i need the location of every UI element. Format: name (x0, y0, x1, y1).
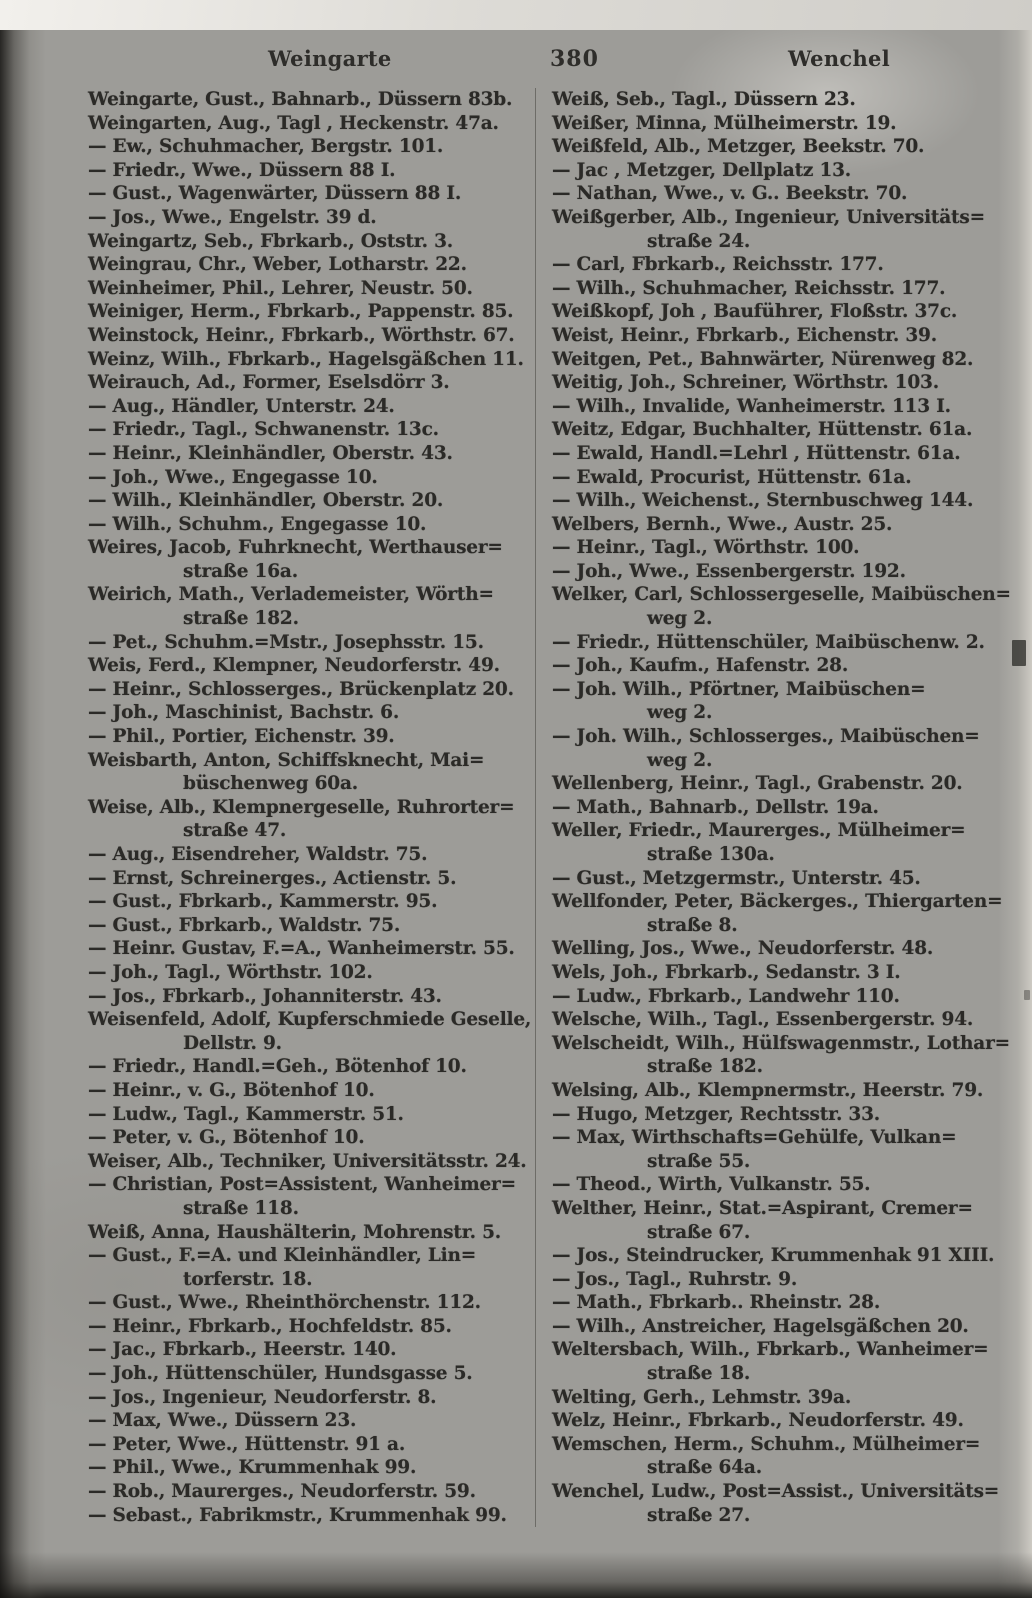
entry-line: Welscheidt, Wilh., Hülfswagenmstr., Lothar= (552, 1032, 1010, 1054)
entry-line: — Peter, Wwe., Hüttenstr. 91 a. (88, 1433, 406, 1455)
header-left-keyword: Weingarte (268, 46, 392, 71)
entry-line: — Ewald, Handl.=Lehrl , Hüttenstr. 61a. (552, 442, 961, 464)
entry-line: — Jos., Steindrucker, Krummenhak 91 XIII. (552, 1245, 995, 1267)
directory-entry (552, 253, 998, 277)
directory-entry (88, 867, 535, 891)
directory-entry (88, 489, 535, 513)
directory-entry (88, 843, 535, 867)
directory-entry (88, 418, 535, 442)
directory-entry (552, 513, 998, 537)
directory-entry (552, 418, 998, 442)
entry-line: weg 2. (647, 749, 713, 771)
directory-entry (552, 1386, 998, 1410)
entry-line: — Joh., Wwe., Essenbergerstr. 192. (552, 560, 906, 582)
directory-entry (88, 300, 535, 324)
entry-line: Weise, Alb., Klempnergeselle, Ruhrorter= (88, 796, 515, 818)
directory-entry (88, 1173, 535, 1220)
entry-line: Weingarte, Gust., Bahnarb., Düssern 83b. (88, 89, 513, 110)
entry-line: torferstr. 18. (183, 1268, 313, 1290)
entry-line: — Gust., Wagenwärter, Düssern 88 I. (88, 183, 462, 205)
directory-entry (88, 1008, 535, 1055)
entry-line: — Wilh., Weichenst., Sternbuschweg 144. (552, 490, 974, 512)
directory-entry (88, 395, 535, 419)
directory-entry (552, 819, 998, 866)
entry-line: — Peter, v. G., Bötenhof 10. (88, 1127, 365, 1149)
entry-line: — Max, Wwe., Düssern 23. (88, 1410, 357, 1432)
directory-entry (552, 88, 998, 112)
directory-entry (552, 1433, 998, 1480)
directory-entry (88, 1480, 535, 1504)
directory-entry (88, 1221, 535, 1245)
entry-line: — Wilh., Invalide, Wanheimerstr. 113 I. (552, 395, 951, 417)
directory-entry (88, 1079, 535, 1103)
entry-line: — Gust., Metzgermstr., Unterstr. 45. (552, 867, 921, 889)
entry-line: Weitgen, Pet., Bahnwärter, Nürenweg 82. (552, 348, 974, 370)
entry-line: — Joh., Wwe., Engegasse 10. (88, 466, 378, 488)
directory-entry (88, 678, 535, 702)
entry-line: — Ludw., Fbrkarb., Landwehr 110. (552, 985, 900, 1007)
entry-line: — Math., Fbrkarb.. Rheinstr. 28. (552, 1292, 881, 1314)
directory-entry (552, 277, 998, 301)
directory-entry (88, 182, 535, 206)
entry-line: — Rob., Maurerges., Neudorferstr. 59. (88, 1481, 476, 1503)
directory-entry (88, 937, 535, 961)
entry-line: — Theod., Wirth, Vulkanstr. 55. (552, 1174, 871, 1196)
entry-line: — Max, Wirthschafts=Gehülfe, Vulkan= (552, 1127, 957, 1149)
entry-line: — Sebast., Fabrikmstr., Krummenhak 99. (88, 1504, 507, 1526)
directory-entry (552, 1480, 998, 1527)
directory-entry (88, 654, 535, 678)
entry-line: — Heinr., Tagl., Wörthstr. 100. (552, 537, 860, 559)
directory-entry (552, 560, 998, 584)
entry-line: Weißgerber, Alb., Ingenieur, Universitäts= (552, 206, 985, 228)
directory-entry (552, 1291, 998, 1315)
entry-line: Weinz, Wilh., Fbrkarb., Hagelsgäßchen 11. (88, 348, 524, 370)
entry-line: — Math., Bahnarb., Dellstr. 19a. (552, 796, 879, 818)
directory-entry (88, 725, 535, 749)
entry-line: — Jos., Fbrkarb., Johanniterstr. 43. (88, 985, 442, 1007)
entry-line: — Friedr., Handl.=Geh., Bötenhof 10. (88, 1056, 467, 1078)
entry-line: Welsing, Alb., Klempnermstr., Heerstr. 79. (552, 1079, 984, 1101)
directory-entry (88, 135, 535, 159)
entry-line: Weingrau, Chr., Weber, Lotharstr. 22. (88, 254, 467, 276)
entry-line: Wenchel, Ludw., Post=Assist., Universitäts= (552, 1481, 1000, 1503)
entry-line: — Pet., Schuhm.=Mstr., Josephsstr. 15. (88, 631, 484, 653)
entry-line: — Christian, Post=Assistent, Wanheimer= (88, 1174, 516, 1196)
entry-line: straße 67. (647, 1221, 751, 1243)
directory-entry (88, 631, 535, 655)
directory-entry (552, 1197, 998, 1244)
directory-entry (552, 1315, 998, 1339)
entry-line: — Joh., Maschinist, Bachstr. 6. (88, 702, 400, 724)
entry-line: straße 55. (647, 1150, 751, 1172)
entry-line: Weisbarth, Anton, Schiffsknecht, Mai= (88, 749, 485, 771)
directory-entry (88, 914, 535, 938)
directory-entry (552, 631, 998, 655)
running-header (88, 46, 988, 76)
entry-line: Welker, Carl, Schlossergeselle, Maibüschen= (552, 584, 1011, 606)
directory-entry (88, 1103, 535, 1127)
directory-entry (552, 159, 998, 183)
entry-line: straße 24. (647, 230, 751, 252)
directory-entry (88, 206, 535, 230)
entry-line: Weis, Ferd., Klempner, Neudorferstr. 49. (88, 655, 500, 677)
directory-entry (88, 985, 535, 1009)
entry-line: — Jos., Wwe., Engelstr. 39 d. (88, 206, 377, 228)
entry-line: — Ew., Schuhmacher, Bergstr. 101. (88, 136, 444, 158)
directory-entry (88, 1456, 535, 1480)
directory-entry (88, 1409, 535, 1433)
entry-line: Welther, Heinr., Stat.=Aspirant, Cremer= (552, 1197, 973, 1219)
directory-entry (88, 701, 535, 725)
entry-line: — Joh., Hüttenschüler, Hundsgasse 5. (88, 1363, 473, 1385)
directory-entry (552, 1268, 998, 1292)
entry-line: Welsche, Wilh., Tagl., Essenbergerstr. 94. (552, 1009, 974, 1031)
entry-line: Weires, Jacob, Fuhrknecht, Werthauser= (88, 537, 503, 559)
entry-line: — Wilh., Kleinhändler, Oberstr. 20. (88, 490, 444, 512)
entry-line: Weinstock, Heinr., Fbrkarb., Wörthstr. 67. (88, 324, 515, 346)
entry-line: Weirauch, Ad., Former, Eselsdörr 3. (88, 372, 450, 394)
directory-entry (552, 1409, 998, 1433)
entry-line: — Gust., F.=A. und Kleinhändler, Lin= (88, 1245, 477, 1267)
scan-artifact (1024, 990, 1030, 1000)
entry-line: Weiser, Alb., Techniker, Universitätsstr. 24. (88, 1150, 527, 1172)
directory-entry (552, 206, 998, 253)
right-column (535, 88, 1011, 1527)
directory-entry (552, 678, 998, 725)
entry-line: — Jac., Fbrkarb., Heerstr. 140. (88, 1339, 397, 1361)
entry-line: — Phil., Wwe., Krummenhak 99. (88, 1457, 417, 1479)
entry-line: — Jac , Metzger, Dellplatz 13. (552, 159, 852, 181)
directory-entry (88, 1126, 535, 1150)
entry-line: Welling, Jos., Wwe., Neudorferstr. 48. (552, 938, 934, 960)
entry-line: Wemschen, Herm., Schuhm., Mülheimer= (552, 1433, 981, 1455)
entry-line: — Heinr., Kleinhändler, Oberstr. 43. (88, 442, 453, 464)
entry-line: — Gust., Wwe., Rheinthörchenstr. 112. (88, 1292, 481, 1314)
entry-line: Weiniger, Herm., Fbrkarb., Pappenstr. 85. (88, 301, 514, 323)
directory-entry (552, 1079, 998, 1103)
directory-entry (552, 961, 998, 985)
entry-line: Weisenfeld, Adolf, Kupferschmiede Geselle, (88, 1009, 532, 1031)
directory-entry (552, 1338, 998, 1385)
directory-entry (88, 1433, 535, 1457)
entry-line: — Ernst, Schreinerges., Actienstr. 5. (88, 867, 457, 889)
entry-line: straße 118. (183, 1197, 299, 1219)
directory-entry (88, 1150, 535, 1174)
directory-entry (88, 230, 535, 254)
directory-entry (552, 135, 998, 159)
entry-line: Weingarten, Aug., Tagl , Heckenstr. 47a. (88, 112, 499, 134)
directory-entry (552, 796, 998, 820)
directory-entry (552, 890, 1003, 937)
directory-entry (552, 1032, 1010, 1079)
entry-line: straße 8. (647, 914, 738, 936)
directory-entry (552, 182, 998, 206)
entry-line: — Gust., Fbrkarb., Kammerstr. 95. (88, 891, 438, 913)
entry-line: Weingartz, Seb., Fbrkarb., Oststr. 3. (88, 230, 454, 252)
directory-entry (88, 277, 535, 301)
directory-entry (552, 371, 998, 395)
entry-line: straße 182. (647, 1056, 763, 1078)
entry-line: Weitz, Edgar, Buchhalter, Hüttenstr. 61a. (552, 419, 973, 441)
entry-line: — Heinr., Fbrkarb., Hochfeldstr. 85. (88, 1315, 452, 1337)
directory-entry (88, 1504, 535, 1528)
entry-line: — Gust., Fbrkarb., Waldstr. 75. (88, 914, 401, 936)
directory-entry (88, 371, 535, 395)
directory-entry (88, 583, 535, 630)
directory-entry (88, 513, 535, 537)
directory-entry (552, 112, 998, 136)
entry-line: — Jos., Ingenieur, Neudorferstr. 8. (88, 1386, 437, 1408)
entry-line: — Carl, Fbrkarb., Reichsstr. 177. (552, 254, 884, 276)
directory-entry (88, 1362, 535, 1386)
directory-entry (552, 654, 998, 678)
entry-line: Weißfeld, Alb., Metzger, Beekstr. 70. (552, 136, 925, 158)
directory-entry (88, 253, 535, 277)
entry-line: straße 182. (183, 608, 299, 630)
entry-line: straße 16a. (183, 560, 298, 582)
entry-line: büschenweg 60a. (183, 773, 358, 795)
entry-line: straße 130a. (647, 844, 775, 865)
entry-line: Weitig, Joh., Schreiner, Wörthstr. 103. (552, 372, 939, 394)
scan-top-edge (0, 0, 1032, 30)
entry-line: — Jos., Tagl., Ruhrstr. 9. (552, 1268, 798, 1290)
directory-entry (88, 961, 535, 985)
directory-entry (88, 88, 535, 112)
entry-line: — Friedr., Tagl., Schwanenstr. 13c. (88, 419, 439, 441)
entry-line: Weiß, Seb., Tagl., Düssern 23. (552, 89, 856, 110)
directory-entry (552, 1126, 998, 1173)
entry-line: — Nathan, Wwe., v. G.. Beekstr. 70. (552, 183, 908, 205)
entry-line: — Wilh., Anstreicher, Hagelsgäßchen 20. (552, 1315, 969, 1337)
entry-line: straße 18. (647, 1363, 751, 1385)
entry-line: Welbers, Bernh., Wwe., Austr. 25. (552, 513, 893, 535)
entry-line: Weißer, Minna, Mülheimerstr. 19. (552, 112, 897, 134)
entry-line: — Heinr., Schlosserges., Brückenplatz 20. (88, 678, 514, 700)
directory-entry (552, 937, 998, 961)
entry-line: — Heinr. Gustav, F.=A., Wanheimerstr. 55. (88, 938, 515, 960)
directory-entry (552, 1244, 998, 1268)
entry-line: — Joh. Wilh., Schlosserges., Maibüschen= (552, 726, 980, 748)
entry-line: Weiß, Anna, Haushälterin, Mohrenstr. 5. (88, 1221, 501, 1243)
directory-entry (88, 159, 535, 183)
entry-line: Weltersbach, Wilh., Fbrkarb., Wanheimer= (552, 1339, 989, 1361)
entry-line: — Ludw., Tagl., Kammerstr. 51. (88, 1103, 404, 1125)
directory-entry (552, 442, 998, 466)
directory-entry (552, 466, 998, 490)
entry-line: — Heinr., v. G., Bötenhof 10. (88, 1079, 375, 1101)
entry-line: Wellenberg, Heinr., Tagl., Grabenstr. 20. (552, 773, 963, 795)
entry-line: Welz, Heinr., Fbrkarb., Neudorferstr. 49. (552, 1410, 964, 1432)
page-number: 380 (550, 46, 599, 72)
directory-entry (88, 1055, 535, 1079)
left-column (88, 88, 535, 1527)
directory-entry (552, 867, 998, 891)
directory-entry (552, 1008, 998, 1032)
scan-artifact (1012, 640, 1026, 666)
entry-line: — Joh. Wilh., Pförtner, Maibüschen= (552, 678, 926, 700)
directory-entry (552, 348, 998, 372)
directory-entry (552, 725, 998, 772)
directory-entry (552, 489, 998, 513)
directory-entry (88, 348, 535, 372)
entry-line: — Aug., Händler, Unterstr. 24. (88, 395, 395, 417)
entry-line: — Phil., Portier, Eichenstr. 39. (88, 726, 395, 748)
directory-entry (552, 772, 998, 796)
two-column-body (88, 88, 1011, 1527)
header-right-keyword: Wenchel (788, 46, 890, 71)
directory-entry (88, 1315, 535, 1339)
entry-line: — Hugo, Metzger, Rechtsstr. 33. (552, 1103, 881, 1125)
directory-entry (552, 300, 998, 324)
entry-line: weg 2. (647, 608, 713, 630)
directory-entry (552, 536, 998, 560)
entry-line: straße 27. (647, 1504, 751, 1526)
directory-entry (552, 1173, 998, 1197)
entry-line: — Friedr., Wwe., Düssern 88 I. (88, 159, 396, 181)
directory-entry (88, 466, 535, 490)
directory-entry (552, 395, 998, 419)
entry-line: — Wilh., Schuhmacher, Reichsstr. 177. (552, 277, 946, 299)
entry-line: Welting, Gerh., Lehmstr. 39a. (552, 1386, 852, 1408)
entry-line: Weller, Friedr., Maurerges., Mülheimer= (552, 820, 966, 842)
entry-line: straße 47. (183, 820, 287, 842)
entry-line: Weißkopf, Joh , Bauführer, Floßstr. 37c. (552, 301, 958, 323)
entry-line: Weirich, Math., Verlademeister, Wörth= (88, 584, 494, 606)
entry-line: — Ewald, Procurist, Hüttenstr. 61a. (552, 466, 912, 488)
directory-entry (88, 112, 535, 136)
directory-entry (88, 536, 535, 583)
entry-line: — Wilh., Schuhm., Engegasse 10. (88, 513, 427, 535)
directory-entry (88, 796, 535, 843)
directory-entry (88, 1386, 535, 1410)
directory-entry (552, 583, 1011, 630)
directory-entry (88, 1338, 535, 1362)
directory-entry (88, 749, 535, 796)
directory-page (0, 30, 1032, 1598)
directory-entry (88, 1291, 535, 1315)
directory-entry (88, 442, 535, 466)
entry-line: Wels, Joh., Fbrkarb., Sedanstr. 3 I. (552, 961, 901, 983)
directory-entry (552, 985, 998, 1009)
directory-entry (88, 890, 535, 914)
entry-line: — Aug., Eisendreher, Waldstr. 75. (88, 844, 428, 865)
directory-entry (552, 324, 998, 348)
entry-line: Wellfonder, Peter, Bäckerges., Thiergarten= (552, 891, 1003, 913)
directory-entry (88, 1244, 535, 1291)
entry-line: weg 2. (647, 702, 713, 724)
entry-line: Dellstr. 9. (183, 1032, 282, 1054)
directory-entry (88, 324, 535, 348)
entry-line: — Joh., Kaufm., Hafenstr. 28. (552, 655, 849, 677)
entry-line: — Friedr., Hüttenschüler, Maibüschenw. 2. (552, 631, 985, 653)
directory-entry (552, 1103, 998, 1127)
entry-line: — Joh., Tagl., Wörthstr. 102. (88, 961, 373, 983)
entry-line: Weist, Heinr., Fbrkarb., Eichenstr. 39. (552, 324, 937, 346)
entry-line: Weinheimer, Phil., Lehrer, Neustr. 50. (88, 277, 473, 299)
entry-line: straße 64a. (647, 1457, 762, 1479)
